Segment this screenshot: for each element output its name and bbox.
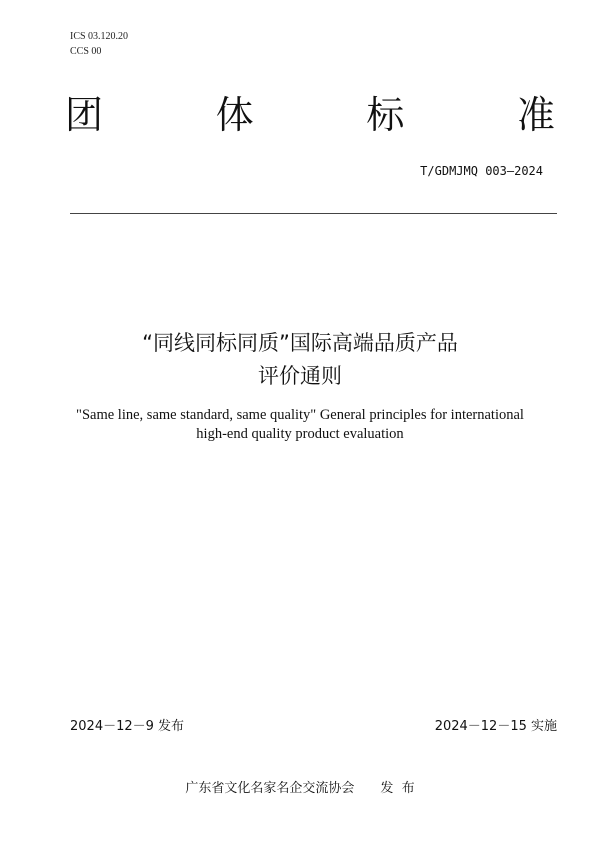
title-en-line2: high-end quality product evaluation xyxy=(196,426,404,442)
doc-type-title xyxy=(65,90,555,140)
ics-code: ICS 03.120.20 xyxy=(70,31,129,42)
doc-type-char: 团 xyxy=(65,93,104,137)
doc-type-char: 体 xyxy=(215,93,254,137)
title-en-line1: "Same line, same standard, same quality" General principles for international xyxy=(76,407,524,423)
publisher-line xyxy=(0,777,600,796)
ccs-code: CCS 00 xyxy=(70,46,102,57)
doc-type-char: 标 xyxy=(366,93,405,137)
title-zh-line1: “同线同标同质”国际高端品质产品 xyxy=(142,331,458,355)
header-divider xyxy=(70,213,557,214)
implement-date: 2024－12－15 实施 xyxy=(434,719,557,734)
publish-date: 2024－12－9 发布 xyxy=(70,719,185,734)
publisher-action: 发 布 xyxy=(380,781,415,796)
doc-type-char: 准 xyxy=(516,93,555,137)
standard-number: T/GDMJMQ 003—2024 xyxy=(420,164,543,178)
title-zh-line2: 评价通则 xyxy=(258,364,342,388)
publisher-org: 广东省文化名家名企交流协会 xyxy=(185,781,355,796)
